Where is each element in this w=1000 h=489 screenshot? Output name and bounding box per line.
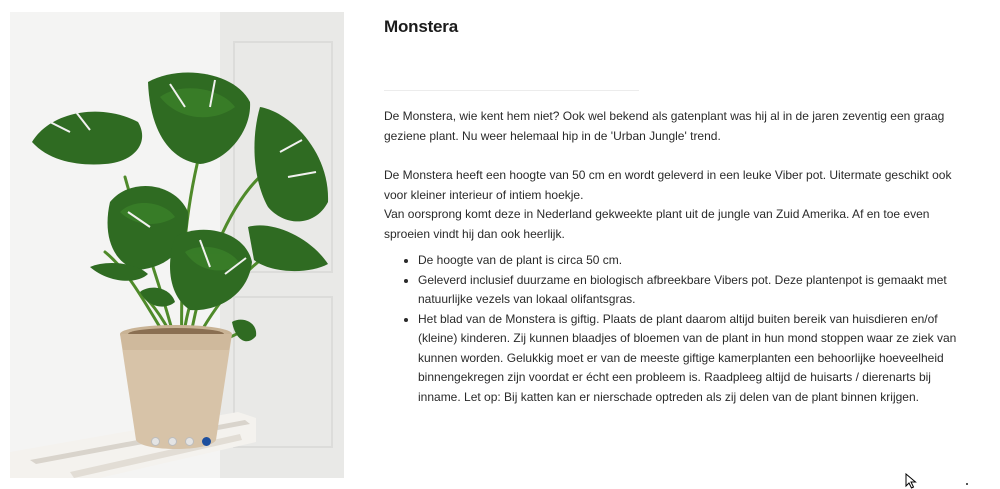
product-image <box>10 12 344 478</box>
product-title: Monstera <box>384 17 458 36</box>
carousel-dots <box>10 437 344 446</box>
description-paragraph: Van oorsprong komt deze in Nederland gekweekte plant uit de jungle van Zuid Amerika. Af en toe even sproeien vindt hij dan ook heerlijk. <box>384 207 930 241</box>
title-divider <box>384 90 639 91</box>
description-paragraph: De Monstera heeft een hoogte van 50 cm en wordt geleverd in een leuke Viber pot. Uitermate geschikt ook voor kleiner interieur of intiem hoekje. <box>384 168 952 202</box>
carousel-dot-1[interactable] <box>151 437 160 446</box>
stray-pixel <box>966 483 968 485</box>
feature-list-item: • De hoogte van de plant is circa 50 cm. <box>418 251 974 271</box>
description-paragraph: De Monstera, wie kent hem niet? Ook wel bekend als gatenplant was hij al in de jaren zeventig een graag geziene plant. Nu weer helemaal hip in de 'Urban Jungle' trend. <box>384 109 945 143</box>
product-image-gallery[interactable] <box>10 12 344 478</box>
feature-list <box>384 251 974 407</box>
feature-list-item: • Geleverd inclusief duurzame en biologisch afbreekbare Vibers pot. Deze plantenpot is gemaakt met natuurlijke vezels van lokaal olifantsgras. <box>418 271 974 310</box>
feature-list-item: • Het blad van de Monstera is giftig. Plaats de plant daarom altijd buiten bereik van huisdieren en/of (kleine) kinderen. Zij kunnen blaadjes of bloemen van de plant in hun mond stoppen waar ze ziek van kunnen worden. Gelukkig moet er van de meeste giftige kamerplanten een behoorlijke hoeveelheid binnengekregen zijn voordat er écht een probleem is. Raadpleeg altijd de huisarts / dierenarts bij inname. Let op: Bij katten kan er nierschade optreden als zij delen van de plant binnen krijgen. <box>418 310 974 408</box>
carousel-dot-4[interactable] <box>202 437 211 446</box>
mouse-cursor-icon <box>905 473 917 489</box>
carousel-dot-2[interactable] <box>168 437 177 446</box>
carousel-dot-3[interactable] <box>185 437 194 446</box>
product-description <box>384 107 974 407</box>
product-details <box>384 12 974 407</box>
